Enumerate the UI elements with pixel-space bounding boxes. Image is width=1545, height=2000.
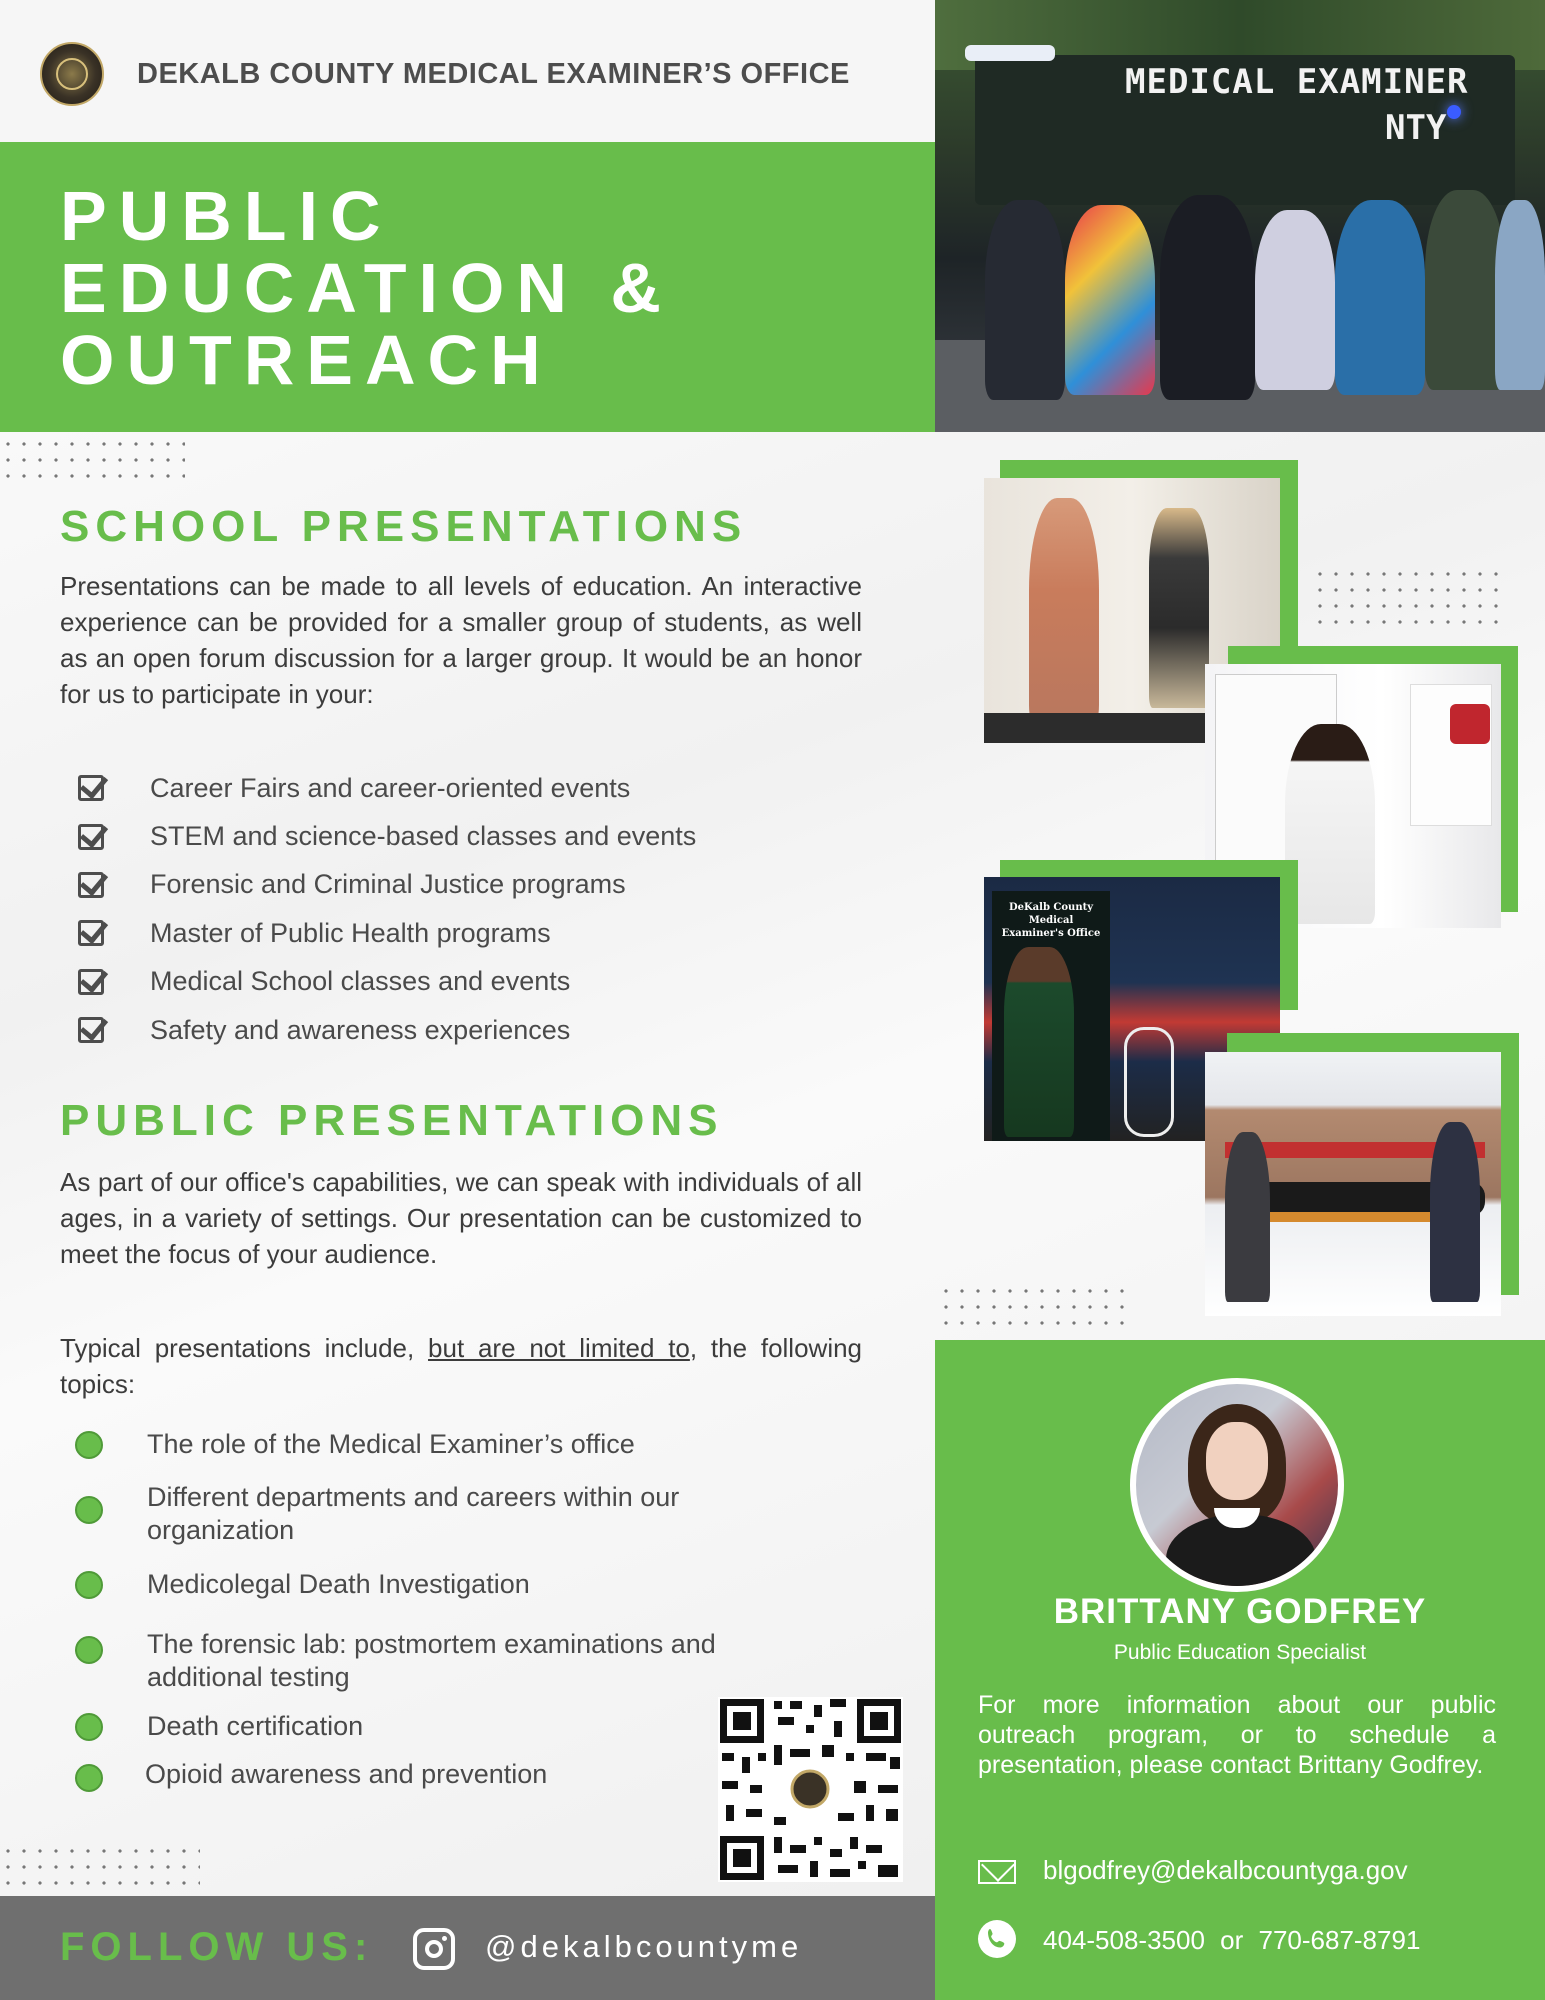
decorative-dots xyxy=(0,436,185,486)
hero-photo-outreach xyxy=(935,0,1545,432)
checkbox-icon xyxy=(78,920,104,946)
contact-info-text: For more information about our public outreach program, or to schedule a presentation, please contact Brittany Godfrey. xyxy=(978,1691,1496,1779)
list-item: Forensic and Criminal Justice programs xyxy=(78,861,838,909)
bullet-icon xyxy=(75,1713,103,1741)
truck-sign-line1: MEDICAL EXAMINER xyxy=(1125,62,1469,102)
school-event-list xyxy=(78,764,838,1054)
contact-role: Public Education Specialist xyxy=(1113,1641,1367,1664)
topic-item: Different departments and careers within our organization xyxy=(147,1482,680,1545)
checkbox-icon xyxy=(78,775,104,801)
title-line-1: PUBLIC xyxy=(60,177,393,255)
child-figure xyxy=(1160,195,1255,400)
phone-icon xyxy=(978,1920,1016,1958)
topic-item: Opioid awareness and prevention xyxy=(145,1759,548,1789)
avatar xyxy=(1130,1378,1344,1592)
title-line-3: OUTREACH xyxy=(60,321,553,399)
list-item: Medical School classes and events xyxy=(78,958,838,1006)
decorative-dots xyxy=(1312,566,1507,632)
underlined-phrase: but are not limited to xyxy=(428,1333,690,1363)
presenter-person xyxy=(1149,508,1209,708)
responder-person xyxy=(1430,1122,1480,1302)
public-presentations-heading: PUBLIC PRESENTATIONS xyxy=(60,1096,724,1145)
list-item: Career Fairs and career-oriented events xyxy=(78,764,838,812)
decorative-dots xyxy=(938,1283,1133,1333)
county-seal-logo xyxy=(40,42,104,106)
list-item: STEM and science-based classes and events xyxy=(78,812,838,860)
child-figure xyxy=(1335,200,1425,395)
topic-item: The forensic lab: postmortem examinations and additional testing xyxy=(147,1629,716,1692)
responder-person xyxy=(1225,1132,1270,1302)
list-item: Safety and awareness experiences xyxy=(78,1006,838,1054)
topic-item: Death certification xyxy=(147,1711,364,1741)
bullet-icon xyxy=(75,1431,103,1459)
phone-glyph xyxy=(978,1920,1016,1958)
page-title xyxy=(60,177,673,399)
qr-code[interactable] xyxy=(718,1697,903,1882)
envelope-icon xyxy=(978,1860,1016,1884)
anatomy-torso xyxy=(1029,498,1099,728)
truck-sign-line2: NTY xyxy=(1385,108,1447,148)
checkbox-icon xyxy=(78,969,104,995)
child-figure xyxy=(1425,190,1505,390)
staff-person xyxy=(1004,947,1074,1137)
blue-light xyxy=(1447,105,1461,119)
contact-phone[interactable]: 404-508-3500 or 770-687-8791 xyxy=(1043,1925,1421,1955)
topic-item: Medicolegal Death Investigation xyxy=(147,1569,530,1599)
typical-topics-intro: Typical presentations include, but are not limited to, the following topics: xyxy=(60,1333,863,1399)
child-figure xyxy=(1495,200,1545,390)
checkbox-icon xyxy=(78,824,104,850)
light-bar xyxy=(965,45,1055,61)
list-item: Master of Public Health programs xyxy=(78,909,838,957)
presenter-lab-coat xyxy=(1285,724,1375,924)
decorative-dots xyxy=(0,1843,200,1893)
banner-text: DeKalb County Medical Examiner's Office xyxy=(1001,902,1101,939)
skeleton-model xyxy=(1124,1027,1174,1137)
school-presentations-intro: Presentations can be made to all levels of education. An interactive experience can be provided for a smaller group of students, as well as an open forum discussion for a larger group. It would be an honor for us to participate in your: xyxy=(60,571,862,709)
child-figure xyxy=(1065,205,1155,395)
contact-email[interactable]: blgodfrey@dekalbcountyga.gov xyxy=(1043,1855,1408,1885)
child-figure xyxy=(985,200,1065,400)
bullet-icon xyxy=(75,1764,103,1792)
qr-code-graphic xyxy=(718,1697,903,1882)
checkbox-icon xyxy=(78,872,104,898)
contact-name: BRITTANY GODFREY xyxy=(1053,1592,1427,1631)
follow-us-label: FOLLOW US: xyxy=(60,1925,374,1969)
bullet-icon xyxy=(75,1571,103,1599)
checkbox-icon xyxy=(78,1017,104,1043)
school-presentations-heading: SCHOOL PRESENTATIONS xyxy=(60,502,748,551)
instagram-handle[interactable]: @dekalbcountyme xyxy=(485,1929,803,1964)
photo-stretcher-demo xyxy=(1205,1052,1501,1316)
face xyxy=(1206,1422,1268,1500)
office-name: DEKALB COUNTY MEDICAL EXAMINER’S OFFICE xyxy=(137,58,850,90)
instagram-icon[interactable] xyxy=(413,1928,455,1970)
child-figure xyxy=(1255,210,1335,390)
red-object xyxy=(1450,704,1490,744)
title-line-2: EDUCATION & xyxy=(60,249,673,327)
bullet-icon xyxy=(75,1496,103,1524)
public-presentations-intro: As part of our office's capabilities, we can speak with individuals of all ages, in a variety of settings. Our presentation can be customized to meet the focus of your audience. xyxy=(60,1167,862,1269)
bullet-icon xyxy=(75,1636,103,1664)
topic-item: The role of the Medical Examiner’s office xyxy=(147,1429,635,1459)
